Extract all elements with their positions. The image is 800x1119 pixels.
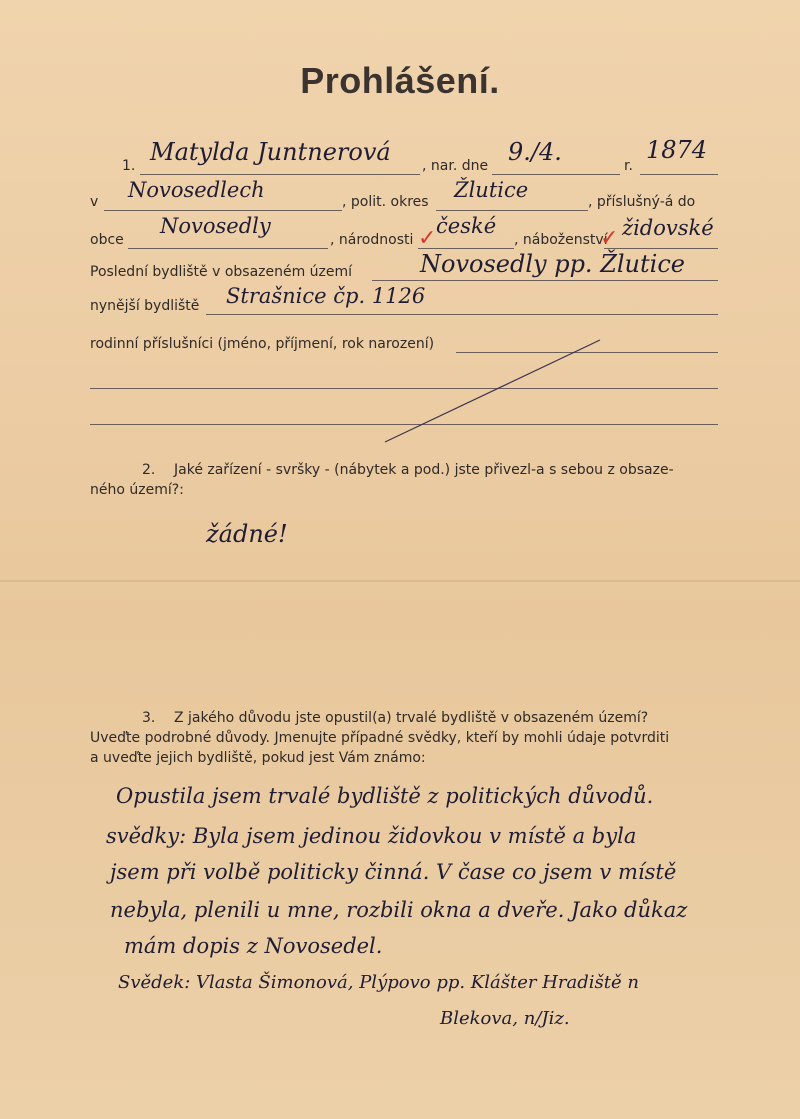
nar-dne-label: , nar. dne bbox=[422, 158, 489, 174]
obce-label: obce bbox=[90, 232, 124, 248]
posledni-bydliste-value: Novosedly pp. Žlutice bbox=[420, 250, 685, 278]
section3-answer-line: Opustila jsem trvalé bydliště z politických důvodů. bbox=[116, 784, 654, 808]
name-value: Matylda Juntnerová bbox=[150, 138, 391, 166]
document-title: Prohlášení. bbox=[300, 60, 500, 101]
section3-question-line2: Uveďte podrobné důvody. Jmenujte případné svědky, kteří by mohli údaje potvrditi bbox=[90, 730, 670, 746]
section2-question-line2: ného území?: bbox=[90, 482, 184, 498]
nynejsi-bydliste-value: Strašnice čp. 1126 bbox=[226, 284, 426, 308]
posledni-bydliste-label: Poslední bydliště v obsazeném území bbox=[90, 264, 353, 280]
section3-answer-line: nebyla, plenili u mne, rozbili okna a dveře. Jako důkaz bbox=[110, 898, 688, 922]
birth-year-value: 1874 bbox=[646, 136, 708, 164]
nabozenstvi-check-mark: ✓ bbox=[600, 226, 619, 251]
section3-answer-line: Svědek: Vlasta Šimonová, Plýpovo pp. Klášter Hradiště n bbox=[118, 972, 639, 993]
section1-number: 1. bbox=[122, 158, 136, 174]
narodnosti-label: , národnosti bbox=[330, 232, 414, 248]
nabozenstvi-value: židovské bbox=[622, 216, 714, 240]
section3-answer-line: mám dopis z Novosedel. bbox=[124, 934, 383, 958]
rodinni-prislusnici-label: rodinní příslušníci (jméno, příjmení, rok narození) bbox=[90, 336, 435, 352]
section3-answer-line: jsem při volbě politicky činná. V čase co jsem v místě bbox=[110, 860, 677, 884]
section3-question-line3: a uveďte jejich bydliště, pokud jest Vám známo: bbox=[90, 750, 426, 766]
section3-number: 3. bbox=[142, 710, 156, 726]
section3-answer-line: Blekova, n/Jiz. bbox=[440, 1008, 570, 1029]
polit-okres-value: Žlutice bbox=[454, 178, 529, 202]
section2-number: 2. bbox=[142, 462, 156, 478]
narodnost-check-mark: ✓ bbox=[418, 226, 437, 251]
place-value: Novosedlech bbox=[128, 178, 265, 202]
nynejsi-bydliste-label: nynější bydliště bbox=[90, 298, 200, 314]
polit-okres-label: , polit. okres bbox=[342, 194, 429, 210]
prislusny-label: , příslušný-á do bbox=[588, 194, 696, 210]
section2-question-line1: Jaké zařízení - svršky - (nábytek a pod.) jste přivezl-a s sebou z obsaze- bbox=[174, 462, 674, 478]
section3-question-line1: Z jakého důvodu jste opustil(a) trvalé bydliště v obsazeném území? bbox=[174, 710, 649, 726]
year-label: r. bbox=[624, 158, 633, 174]
section2-answer: žádné! bbox=[206, 520, 288, 548]
nabozenstvi-label: , náboženství bbox=[514, 232, 608, 248]
section3-answer-line: svědky: Byla jsem jedinou židovkou v místě a byla bbox=[106, 824, 637, 848]
obec-value: Novosedly bbox=[160, 214, 271, 238]
narodnost-value: české bbox=[436, 214, 497, 238]
birth-date-value: 9./4. bbox=[508, 138, 562, 166]
v-label: v bbox=[90, 194, 99, 210]
